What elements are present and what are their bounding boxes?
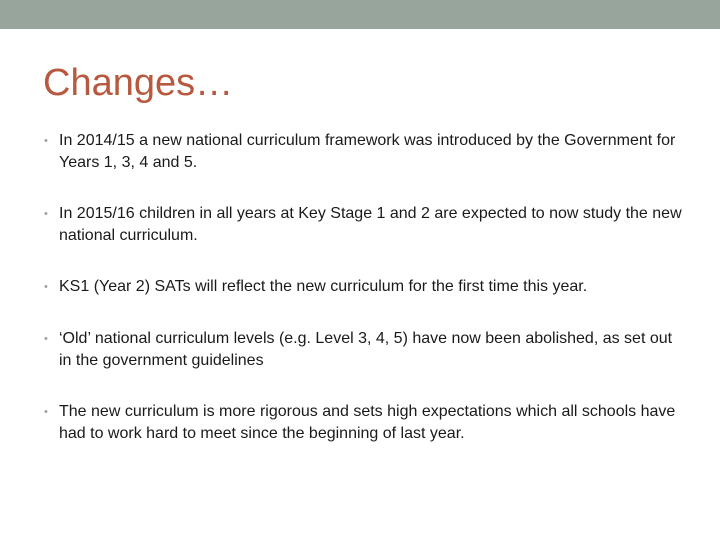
bullet-item <box>44 203 684 247</box>
bullet-text: In 2014/15 a new national curriculum framework was introduced by the Government for Years 1, 3, 4 and 5. <box>59 132 676 171</box>
bullet-item <box>44 130 684 174</box>
bullet-dot-icon: • <box>44 135 48 147</box>
bullet-text: The new curriculum is more rigorous and sets high expectations which all schools have had to work hard to meet since the beginning of last year. <box>59 403 676 442</box>
bullet-dot-icon: • <box>44 406 48 418</box>
bullet-text: ‘Old’ national curriculum levels (e.g. Level 3, 4, 5) have now been abolished, as set out in the government guidelines <box>59 330 673 369</box>
top-accent-bar <box>0 0 720 29</box>
bullet-item <box>44 328 684 372</box>
bullet-list <box>44 130 684 474</box>
bullet-text: In 2015/16 children in all years at Key Stage 1 and 2 are expected to now study the new national curriculum. <box>59 205 682 244</box>
bullet-dot-icon: • <box>44 333 48 345</box>
bullet-dot-icon: • <box>44 281 48 293</box>
bullet-item <box>44 276 684 298</box>
bullet-text: KS1 (Year 2) SATs will reflect the new curriculum for the first time this year. <box>59 278 588 295</box>
bullet-item <box>44 401 684 445</box>
bullet-dot-icon: • <box>44 208 48 220</box>
slide-title: Changes… <box>43 62 234 104</box>
